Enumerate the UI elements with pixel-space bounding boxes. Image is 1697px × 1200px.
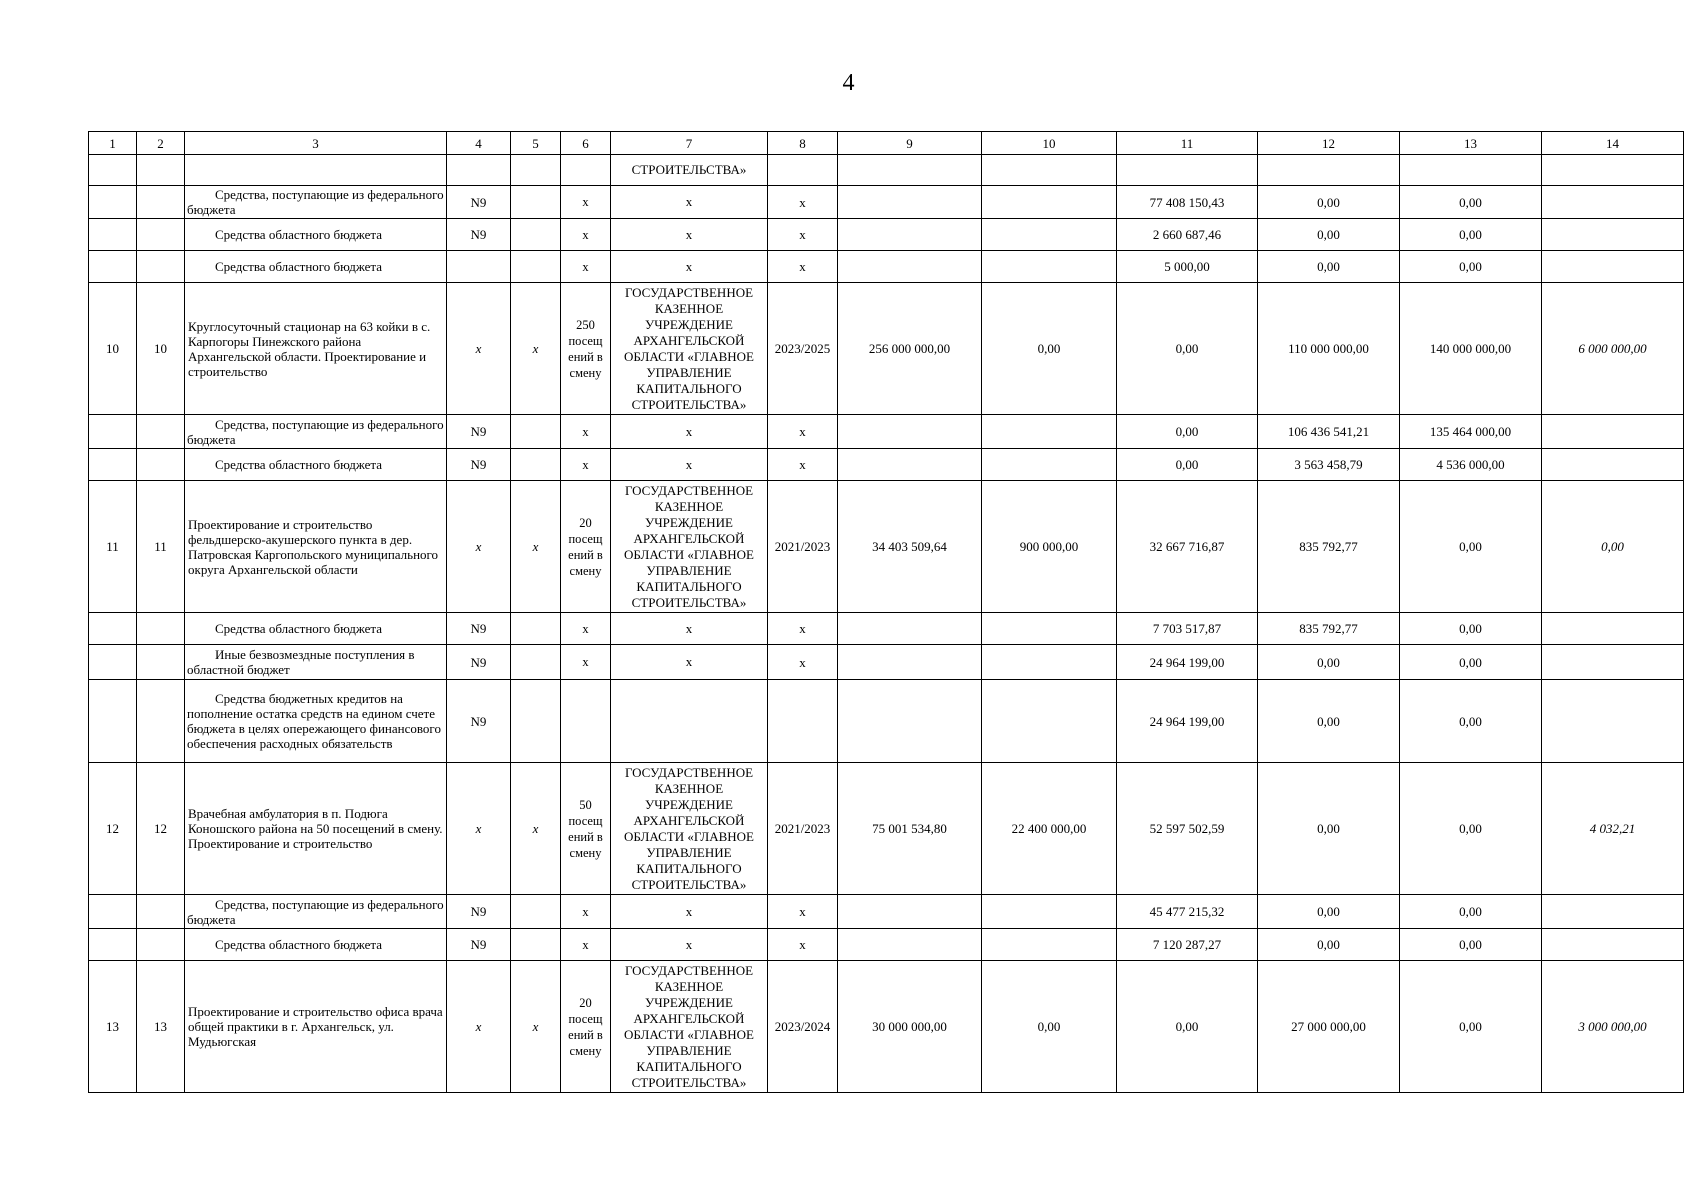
cell-col-3 (185, 929, 447, 961)
cell-col-14: 0,00 (1542, 481, 1684, 613)
cell-col-14 (1542, 186, 1684, 219)
cell-col-8: x (768, 415, 838, 449)
cell-col-9: 34 403 509,64 (838, 481, 982, 613)
cell-text: Иные безвозмездные поступления в областной бюджет (187, 647, 415, 677)
cell-col-5: x (511, 481, 561, 613)
cell-col-13: 0,00 (1400, 895, 1542, 929)
cell-col-10 (982, 680, 1117, 763)
table-row (89, 155, 1684, 186)
cell-col-8: x (768, 929, 838, 961)
table-row-project (89, 481, 1684, 613)
column-header: 3 (185, 132, 447, 155)
table-row-project (89, 283, 1684, 415)
cell-col-6: x (561, 415, 611, 449)
cell-col-6 (561, 155, 611, 186)
cell-col-9 (838, 219, 982, 251)
cell-col-3 (185, 680, 447, 763)
cell-col-11: 7 703 517,87 (1117, 613, 1258, 645)
cell-col-1 (89, 929, 137, 961)
column-header: 12 (1258, 132, 1400, 155)
cell-col-12: 0,00 (1258, 219, 1400, 251)
table-row (89, 251, 1684, 283)
cell-col-2 (137, 186, 185, 219)
cell-col-12: 835 792,77 (1258, 481, 1400, 613)
cell-col-13: 4 536 000,00 (1400, 449, 1542, 481)
cell-text: Средства областного бюджета (215, 227, 383, 242)
cell-col-14 (1542, 449, 1684, 481)
cell-col-5 (511, 895, 561, 929)
cell-col-5: x (511, 283, 561, 415)
cell-col-11: 7 120 287,27 (1117, 929, 1258, 961)
cell-col-10 (982, 449, 1117, 481)
cell-col-7: СТРОИТЕЛЬСТВА» (611, 155, 768, 186)
cell-col-2 (137, 219, 185, 251)
cell-col-12: 27 000 000,00 (1258, 961, 1400, 1093)
cell-col-11: 32 667 716,87 (1117, 481, 1258, 613)
cell-col-14: 4 032,21 (1542, 763, 1684, 895)
cell-col-7: ГОСУДАРСТВЕННОЕ КАЗЕННОЕ УЧРЕЖДЕНИЕ АРХАНГЕЛЬСКОЙ ОБЛАСТИ «ГЛАВНОЕ УПРАВЛЕНИЕ КАПИТАЛЬНОГО СТРОИТЕЛЬСТВА» (611, 961, 768, 1093)
table-row (89, 186, 1684, 219)
cell-col-14 (1542, 645, 1684, 680)
cell-text: Средства областного бюджета (215, 937, 383, 952)
cell-col-13: 0,00 (1400, 961, 1542, 1093)
cell-col-9: 30 000 000,00 (838, 961, 982, 1093)
cell-col-13: 0,00 (1400, 613, 1542, 645)
cell-col-6: x (561, 645, 611, 680)
cell-col-14 (1542, 155, 1684, 186)
cell-text: Средства областного бюджета (215, 621, 383, 636)
cell-col-3: Проектирование и строительство фельдшерско-акушерского пункта в дер. Патровская Каргопольского муниципального округа Архангельской области (185, 481, 447, 613)
cell-text: Средства областного бюджета (215, 457, 383, 472)
cell-col-6: x (561, 895, 611, 929)
cell-col-8: x (768, 613, 838, 645)
cell-col-2: 10 (137, 283, 185, 415)
cell-col-14 (1542, 929, 1684, 961)
cell-col-8 (768, 680, 838, 763)
cell-col-6: x (561, 251, 611, 283)
cell-col-4: x (447, 961, 511, 1093)
column-header: 13 (1400, 132, 1542, 155)
cell-col-7 (611, 680, 768, 763)
cell-col-6: 50 посещ ений в смену (561, 763, 611, 895)
cell-col-11: 24 964 199,00 (1117, 680, 1258, 763)
cell-col-4: N9 (447, 219, 511, 251)
cell-col-14: 3 000 000,00 (1542, 961, 1684, 1093)
cell-col-5 (511, 645, 561, 680)
cell-col-9 (838, 895, 982, 929)
table-row (89, 680, 1684, 763)
cell-col-9 (838, 186, 982, 219)
cell-col-9 (838, 613, 982, 645)
cell-col-7: x (611, 929, 768, 961)
cell-col-8: 2021/2023 (768, 481, 838, 613)
cell-col-4: x (447, 763, 511, 895)
cell-col-8: x (768, 645, 838, 680)
cell-col-8: x (768, 449, 838, 481)
cell-col-8: x (768, 219, 838, 251)
column-header: 1 (89, 132, 137, 155)
cell-col-2 (137, 415, 185, 449)
cell-col-11: 45 477 215,32 (1117, 895, 1258, 929)
table-row (89, 929, 1684, 961)
table-row (89, 613, 1684, 645)
cell-col-12: 106 436 541,21 (1258, 415, 1400, 449)
cell-col-13: 0,00 (1400, 763, 1542, 895)
cell-col-11: 0,00 (1117, 961, 1258, 1093)
cell-col-11: 0,00 (1117, 449, 1258, 481)
cell-col-2 (137, 449, 185, 481)
cell-col-3 (185, 155, 447, 186)
cell-col-10 (982, 155, 1117, 186)
cell-col-3: Врачебная амбулатория в п. Подюга Коношского района на 50 посещений в смену. Проектирование и строительство (185, 763, 447, 895)
column-header: 2 (137, 132, 185, 155)
cell-col-10 (982, 929, 1117, 961)
column-header: 10 (982, 132, 1117, 155)
column-header: 7 (611, 132, 768, 155)
cell-col-9 (838, 449, 982, 481)
cell-col-11: 5 000,00 (1117, 251, 1258, 283)
cell-col-14 (1542, 219, 1684, 251)
cell-col-8: x (768, 251, 838, 283)
cell-col-12: 0,00 (1258, 680, 1400, 763)
cell-col-13 (1400, 155, 1542, 186)
cell-col-4: x (447, 283, 511, 415)
cell-col-11 (1117, 155, 1258, 186)
cell-col-12: 0,00 (1258, 895, 1400, 929)
cell-col-3 (185, 219, 447, 251)
cell-col-7: x (611, 895, 768, 929)
cell-col-12: 0,00 (1258, 929, 1400, 961)
cell-col-2 (137, 645, 185, 680)
cell-col-13: 140 000 000,00 (1400, 283, 1542, 415)
cell-col-13: 0,00 (1400, 929, 1542, 961)
cell-text: Средства, поступающие из федерального бюджета (187, 187, 444, 217)
cell-col-11: 77 408 150,43 (1117, 186, 1258, 219)
column-header: 5 (511, 132, 561, 155)
cell-col-1 (89, 155, 137, 186)
cell-col-1: 11 (89, 481, 137, 613)
cell-col-12: 0,00 (1258, 645, 1400, 680)
cell-col-2: 13 (137, 961, 185, 1093)
cell-col-1 (89, 186, 137, 219)
cell-col-7: x (611, 415, 768, 449)
cell-col-4: x (447, 481, 511, 613)
cell-col-7: x (611, 251, 768, 283)
cell-col-10: 22 400 000,00 (982, 763, 1117, 895)
table-row-project (89, 763, 1684, 895)
cell-col-10 (982, 415, 1117, 449)
cell-col-6: 20 посещ ений в смену (561, 481, 611, 613)
cell-col-14 (1542, 251, 1684, 283)
cell-col-1 (89, 895, 137, 929)
cell-col-1 (89, 645, 137, 680)
cell-col-4: N9 (447, 613, 511, 645)
table-row (89, 449, 1684, 481)
cell-col-5 (511, 613, 561, 645)
table-row (89, 645, 1684, 680)
cell-col-13: 0,00 (1400, 251, 1542, 283)
cell-col-12: 3 563 458,79 (1258, 449, 1400, 481)
page-number: 4 (842, 70, 855, 96)
cell-col-6: 250 посещ ений в смену (561, 283, 611, 415)
table-row (89, 219, 1684, 251)
cell-col-10 (982, 219, 1117, 251)
cell-col-4: N9 (447, 680, 511, 763)
cell-text: Средства, поступающие из федерального бюджета (187, 416, 444, 447)
cell-col-8: x (768, 895, 838, 929)
cell-col-13: 135 464 000,00 (1400, 415, 1542, 449)
cell-col-12: 0,00 (1258, 763, 1400, 895)
cell-col-13: 0,00 (1400, 680, 1542, 763)
cell-col-2 (137, 929, 185, 961)
cell-col-5 (511, 155, 561, 186)
cell-col-3 (185, 186, 447, 219)
cell-col-9 (838, 415, 982, 449)
table-row (89, 895, 1684, 929)
cell-col-3: Проектирование и строительство офиса врача общей практики в г. Архангельск, ул. Мудьюгская (185, 961, 447, 1093)
cell-col-6: x (561, 449, 611, 481)
cell-col-7: x (611, 219, 768, 251)
cell-col-5 (511, 251, 561, 283)
cell-col-6: x (561, 929, 611, 961)
cell-col-9 (838, 251, 982, 283)
cell-col-9 (838, 645, 982, 680)
cell-col-3 (185, 613, 447, 645)
cell-col-5 (511, 680, 561, 763)
cell-col-1 (89, 613, 137, 645)
cell-col-10 (982, 613, 1117, 645)
cell-col-4: N9 (447, 415, 511, 449)
column-header: 6 (561, 132, 611, 155)
investment-table (88, 131, 1684, 1093)
cell-col-1: 13 (89, 961, 137, 1093)
cell-col-8: 2021/2023 (768, 763, 838, 895)
cell-col-8: x (768, 186, 838, 219)
cell-col-10 (982, 645, 1117, 680)
cell-col-12: 835 792,77 (1258, 613, 1400, 645)
cell-col-5 (511, 449, 561, 481)
cell-col-7: ГОСУДАРСТВЕННОЕ КАЗЕННОЕ УЧРЕЖДЕНИЕ АРХАНГЕЛЬСКОЙ ОБЛАСТИ «ГЛАВНОЕ УПРАВЛЕНИЕ КАПИТАЛЬНОГО СТРОИТЕЛЬСТВА» (611, 763, 768, 895)
column-header: 8 (768, 132, 838, 155)
column-header: 14 (1542, 132, 1684, 155)
cell-col-10: 900 000,00 (982, 481, 1117, 613)
cell-col-7: x (611, 613, 768, 645)
cell-col-3: Круглосуточный стационар на 63 койки в с. Карпогоры Пинежского района Архангельской области. Проектирование и строительство (185, 283, 447, 415)
cell-col-9 (838, 680, 982, 763)
cell-col-5 (511, 929, 561, 961)
cell-text: Средства бюджетных кредитов на пополнение остатка средств на едином счете бюджета в целях опережающего финансового обеспечения расходных обязательств (187, 691, 441, 751)
cell-col-2 (137, 251, 185, 283)
cell-col-14 (1542, 613, 1684, 645)
cell-col-1: 10 (89, 283, 137, 415)
cell-col-10 (982, 251, 1117, 283)
cell-col-3 (185, 645, 447, 680)
cell-col-4 (447, 155, 511, 186)
cell-col-1 (89, 251, 137, 283)
table-row (89, 415, 1684, 449)
cell-col-3 (185, 415, 447, 449)
cell-col-4 (447, 251, 511, 283)
cell-col-7: ГОСУДАРСТВЕННОЕ КАЗЕННОЕ УЧРЕЖДЕНИЕ АРХАНГЕЛЬСКОЙ ОБЛАСТИ «ГЛАВНОЕ УПРАВЛЕНИЕ КАПИТАЛЬНОГО СТРОИТЕЛЬСТВА» (611, 283, 768, 415)
cell-col-2 (137, 895, 185, 929)
cell-col-1 (89, 680, 137, 763)
cell-col-4: N9 (447, 895, 511, 929)
cell-col-6: x (561, 186, 611, 219)
cell-col-8 (768, 155, 838, 186)
cell-col-11: 0,00 (1117, 283, 1258, 415)
cell-col-1 (89, 415, 137, 449)
cell-col-7: x (611, 645, 768, 680)
cell-col-2: 11 (137, 481, 185, 613)
cell-col-9: 256 000 000,00 (838, 283, 982, 415)
cell-col-11: 2 660 687,46 (1117, 219, 1258, 251)
cell-col-7: x (611, 186, 768, 219)
cell-col-3 (185, 895, 447, 929)
cell-col-10: 0,00 (982, 283, 1117, 415)
cell-col-11: 24 964 199,00 (1117, 645, 1258, 680)
cell-text: Средства областного бюджета (215, 259, 383, 274)
cell-col-11: 52 597 502,59 (1117, 763, 1258, 895)
cell-col-10: 0,00 (982, 961, 1117, 1093)
cell-col-6: 20 посещ ений в смену (561, 961, 611, 1093)
cell-col-13: 0,00 (1400, 219, 1542, 251)
cell-col-1: 12 (89, 763, 137, 895)
cell-col-10 (982, 186, 1117, 219)
cell-col-4: N9 (447, 449, 511, 481)
cell-col-2 (137, 155, 185, 186)
cell-col-4: N9 (447, 645, 511, 680)
cell-col-13: 0,00 (1400, 481, 1542, 613)
cell-col-13: 0,00 (1400, 186, 1542, 219)
cell-col-12: 110 000 000,00 (1258, 283, 1400, 415)
cell-col-9 (838, 929, 982, 961)
cell-text: Средства, поступающие из федерального бюджета (187, 896, 444, 927)
cell-col-4: N9 (447, 186, 511, 219)
cell-col-9: 75 001 534,80 (838, 763, 982, 895)
cell-col-3 (185, 449, 447, 481)
cell-col-12 (1258, 155, 1400, 186)
cell-col-5 (511, 186, 561, 219)
cell-col-14 (1542, 680, 1684, 763)
table-row-project (89, 961, 1684, 1093)
column-header: 4 (447, 132, 511, 155)
column-header: 9 (838, 132, 982, 155)
cell-col-2 (137, 613, 185, 645)
cell-col-8: 2023/2025 (768, 283, 838, 415)
column-number-row (89, 132, 1684, 155)
cell-col-7: x (611, 449, 768, 481)
cell-col-14: 6 000 000,00 (1542, 283, 1684, 415)
cell-col-4: N9 (447, 929, 511, 961)
cell-col-5 (511, 219, 561, 251)
cell-col-2 (137, 680, 185, 763)
cell-col-6: x (561, 219, 611, 251)
cell-col-2: 12 (137, 763, 185, 895)
cell-col-14 (1542, 895, 1684, 929)
cell-col-3 (185, 251, 447, 283)
cell-col-9 (838, 155, 982, 186)
cell-col-12: 0,00 (1258, 251, 1400, 283)
column-header: 11 (1117, 132, 1258, 155)
cell-col-13: 0,00 (1400, 645, 1542, 680)
cell-col-7: ГОСУДАРСТВЕННОЕ КАЗЕННОЕ УЧРЕЖДЕНИЕ АРХАНГЕЛЬСКОЙ ОБЛАСТИ «ГЛАВНОЕ УПРАВЛЕНИЕ КАПИТАЛЬНОГО СТРОИТЕЛЬСТВА» (611, 481, 768, 613)
cell-col-11: 0,00 (1117, 415, 1258, 449)
cell-col-5 (511, 415, 561, 449)
cell-col-12: 0,00 (1258, 186, 1400, 219)
cell-col-1 (89, 219, 137, 251)
cell-col-14 (1542, 415, 1684, 449)
cell-col-8: 2023/2024 (768, 961, 838, 1093)
cell-col-6 (561, 680, 611, 763)
cell-col-5: x (511, 763, 561, 895)
cell-col-1 (89, 449, 137, 481)
cell-col-6: x (561, 613, 611, 645)
cell-col-5: x (511, 961, 561, 1093)
cell-col-10 (982, 895, 1117, 929)
